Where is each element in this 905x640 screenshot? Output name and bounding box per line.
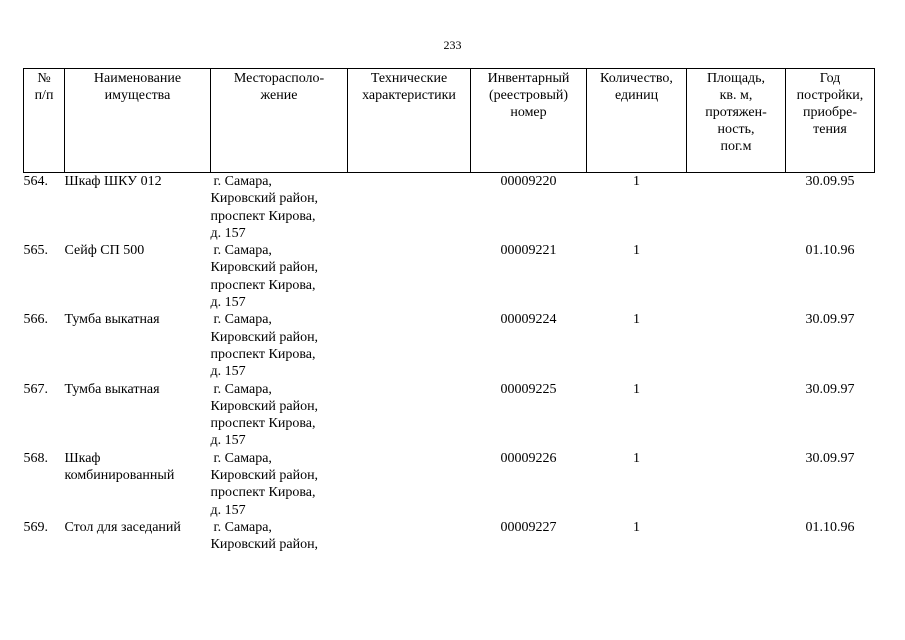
location-line: проспект Кирова,	[210, 277, 316, 293]
column-header-line: постройки,	[796, 88, 864, 103]
inventory-number: 00009225	[500, 381, 557, 397]
location-line: проспект Кирова,	[210, 416, 316, 432]
column-header-col-area	[687, 69, 786, 173]
quantity-value: 1	[633, 243, 640, 259]
cell-year	[786, 519, 875, 559]
column-header-line: Технические	[370, 71, 448, 86]
column-header-line: пог.м	[720, 139, 752, 154]
column-header-line: тения	[813, 122, 847, 137]
column-header-line: Инвентарный	[487, 71, 570, 86]
item-name-line: Тумба выкатная	[64, 312, 160, 328]
column-header-col-year	[786, 69, 875, 173]
column-header-line: Месторасполо-	[233, 71, 325, 86]
quantity-value: 1	[633, 450, 640, 466]
inventory-number: 00009227	[500, 519, 557, 535]
cell-number	[24, 381, 65, 450]
cell-quantity	[587, 519, 687, 559]
location-line: Кировский район,	[210, 537, 319, 553]
cell-location	[211, 173, 348, 243]
cell-area	[687, 381, 786, 450]
location-line: г. Самара,	[213, 312, 272, 328]
column-header-col-number	[24, 69, 65, 173]
cell-location	[211, 381, 348, 450]
location-line: Кировский район,	[210, 329, 319, 345]
cell-area	[687, 519, 786, 559]
cell-area	[687, 450, 786, 519]
column-header-line: (реестровый)	[488, 88, 569, 103]
quantity-value: 1	[633, 312, 640, 328]
location-line: Кировский район,	[210, 191, 319, 207]
location-line: Кировский район,	[210, 260, 319, 276]
cell-number	[24, 450, 65, 519]
cell-location	[211, 311, 348, 380]
item-name-line: Шкаф ШКУ 012	[64, 174, 162, 189]
column-header-col-tech	[348, 69, 471, 173]
item-name-line: Тумба выкатная	[64, 381, 160, 397]
cell-number	[24, 173, 65, 243]
cell-number	[24, 311, 65, 380]
column-header-line: Количество,	[600, 71, 673, 86]
cell-year	[786, 381, 875, 450]
column-header-line: Наименование	[93, 71, 182, 86]
row-number: 569.	[23, 519, 48, 535]
cell-name	[65, 519, 211, 559]
quantity-value: 1	[633, 381, 640, 397]
cell-tech	[348, 450, 471, 519]
cell-area	[687, 242, 786, 311]
column-header-line: №	[37, 71, 51, 86]
column-header-line: характеристики	[362, 88, 456, 103]
location-line: Кировский район,	[210, 468, 319, 484]
acquisition-date: 30.09.97	[805, 312, 855, 328]
cell-name	[65, 381, 211, 450]
cell-location	[211, 450, 348, 519]
cell-quantity	[587, 242, 687, 311]
cell-inventory	[471, 242, 587, 311]
cell-quantity	[587, 450, 687, 519]
column-header-line: имущества	[104, 88, 171, 103]
column-header-col-name	[65, 69, 211, 173]
column-header-line: Год	[819, 71, 841, 86]
location-line: д. 157	[210, 433, 246, 449]
table-row	[24, 381, 875, 450]
location-line: проспект Кирова,	[210, 208, 316, 224]
column-header-line: ность,	[717, 122, 755, 137]
location-line: проспект Кирова,	[210, 485, 316, 501]
cell-tech	[348, 519, 471, 559]
cell-quantity	[587, 173, 687, 243]
column-header-line: Площадь,	[706, 71, 766, 86]
column-header-line: единиц	[614, 88, 659, 103]
cell-year	[786, 242, 875, 311]
row-number: 564.	[23, 174, 48, 189]
location-line: д. 157	[210, 364, 246, 380]
cell-inventory	[471, 519, 587, 559]
page-number: 233	[443, 38, 462, 52]
location-line: г. Самара,	[213, 450, 272, 466]
location-line: проспект Кирова,	[210, 346, 316, 362]
quantity-value: 1	[633, 174, 640, 189]
location-line: д. 157	[210, 225, 246, 241]
location-line: г. Самара,	[213, 174, 272, 189]
cell-inventory	[471, 381, 587, 450]
cell-location	[211, 519, 348, 559]
cell-location	[211, 242, 348, 311]
cell-inventory	[471, 311, 587, 380]
column-header-col-inventory	[471, 69, 587, 173]
cell-year	[786, 450, 875, 519]
table-row	[24, 519, 875, 559]
column-header-line: кв. м,	[719, 88, 753, 103]
item-name-line: Шкаф	[64, 450, 101, 466]
cell-tech	[348, 173, 471, 243]
inventory-number: 00009226	[500, 450, 557, 466]
cell-area	[687, 311, 786, 380]
table-row	[24, 450, 875, 519]
cell-tech	[348, 311, 471, 380]
acquisition-date: 01.10.96	[805, 243, 855, 259]
location-line: д. 157	[210, 502, 246, 518]
location-line: Кировский район,	[210, 398, 319, 414]
cell-name	[65, 311, 211, 380]
acquisition-date: 01.10.96	[805, 519, 855, 535]
table-header-row	[24, 69, 875, 173]
cell-year	[786, 311, 875, 380]
cell-area	[687, 173, 786, 243]
property-registry-table	[23, 68, 875, 559]
cell-name	[65, 173, 211, 243]
cell-quantity	[587, 381, 687, 450]
row-number: 565.	[23, 243, 48, 259]
row-number: 566.	[23, 312, 48, 328]
table-row	[24, 311, 875, 380]
location-line: г. Самара,	[213, 243, 272, 259]
cell-number	[24, 242, 65, 311]
acquisition-date: 30.09.95	[805, 174, 855, 189]
table-body	[24, 173, 875, 559]
column-header-line: жение	[260, 88, 298, 103]
cell-name	[65, 450, 211, 519]
quantity-value: 1	[633, 519, 640, 535]
column-header-col-location	[211, 69, 348, 173]
cell-tech	[348, 381, 471, 450]
location-line: д. 157	[210, 295, 246, 311]
column-header-line: номер	[510, 105, 547, 120]
item-name-line: комбинированный	[64, 468, 175, 484]
cell-tech	[348, 242, 471, 311]
cell-name	[65, 242, 211, 311]
cell-inventory	[471, 173, 587, 243]
inventory-number: 00009221	[500, 243, 557, 259]
cell-number	[24, 519, 65, 559]
acquisition-date: 30.09.97	[805, 381, 855, 397]
location-line: г. Самара,	[213, 519, 272, 535]
column-header-line: протяжен-	[705, 105, 767, 120]
cell-quantity	[587, 311, 687, 380]
cell-year	[786, 173, 875, 243]
item-name-line: Сейф СП 500	[64, 243, 145, 259]
item-name-line: Стол для заседаний	[64, 519, 181, 535]
location-line: г. Самара,	[213, 381, 272, 397]
column-header-line: приобре-	[803, 105, 857, 120]
acquisition-date: 30.09.97	[805, 450, 855, 466]
cell-inventory	[471, 450, 587, 519]
column-header-col-quantity	[587, 69, 687, 173]
table-row	[24, 242, 875, 311]
table-row	[24, 173, 875, 243]
row-number: 567.	[23, 381, 48, 397]
inventory-number: 00009220	[500, 174, 557, 189]
row-number: 568.	[23, 450, 48, 466]
inventory-number: 00009224	[500, 312, 557, 328]
column-header-line: п/п	[34, 88, 54, 103]
